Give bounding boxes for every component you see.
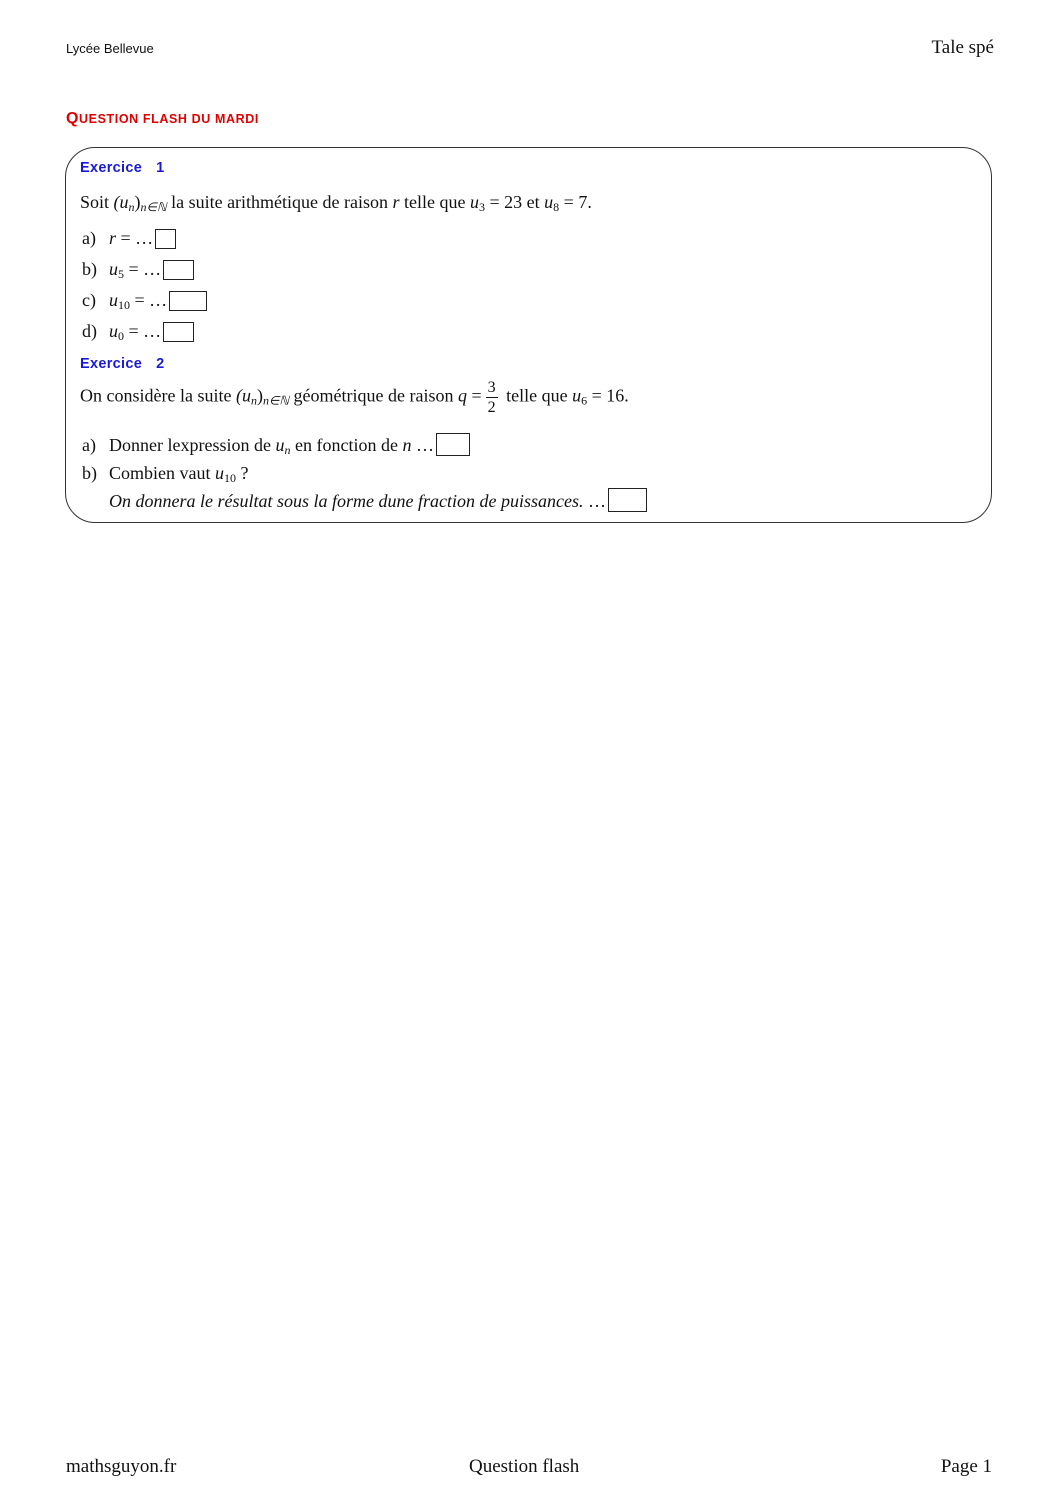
ex1-item-d-label: d): [82, 321, 97, 341]
footer-site: mathsguyon.fr: [66, 1456, 177, 1477]
ex2-frac-num: 3: [487, 379, 496, 396]
ex2-item-a-sub: n: [284, 443, 291, 457]
ex1-item-a-eq: = …: [120, 228, 154, 248]
ex2-intro-pre: On considère la suite: [80, 385, 232, 406]
exercise-2-number: 2: [156, 356, 165, 372]
ex1-item-d: [82, 322, 194, 342]
footer-center: Question flash: [469, 1456, 580, 1477]
ex2-item-b-note-text: On donnera le résultat sous la forme dune fraction de puissances.: [109, 491, 584, 511]
ex2-item-a-text-mid: en fonction de: [294, 435, 398, 455]
exercise-2-label: Exercice: [80, 356, 143, 372]
ex2-item-a-dots: …: [415, 435, 434, 455]
ex2-q-eq: =: [471, 385, 482, 406]
ex1-item-a-answer-box[interactable]: [155, 229, 176, 249]
ex1-index-set: n∈ℕ: [140, 200, 167, 214]
ex2-seq: (u: [235, 385, 251, 406]
ex2-item-a-label: a): [82, 435, 96, 455]
ex1-item-a-label: a): [82, 228, 96, 248]
ex2-item-a: [82, 433, 470, 456]
exercise-1-number: 1: [156, 160, 165, 176]
ex1-u8-sub: 8: [553, 200, 560, 214]
ex1-u3-sub: 3: [479, 200, 486, 214]
ex1-item-b-eq: = …: [128, 259, 162, 279]
ex1-u3: u: [470, 192, 480, 212]
ex2-q: q: [457, 385, 467, 406]
class-level: Tale spé: [931, 37, 994, 58]
school-name: Lycée Bellevue: [66, 41, 154, 56]
ex1-item-d-var: u: [109, 321, 118, 341]
ex1-item-c-answer-box[interactable]: [169, 291, 207, 311]
ex1-u3-rhs: = 23: [489, 192, 523, 212]
ex2-seq-sub: n: [250, 393, 257, 408]
ex2-item-a-text: Donner lexpression de: [109, 435, 271, 455]
ex2-frac-den: 2: [487, 399, 496, 416]
ex2-item-a-var: u: [275, 435, 285, 455]
ex2-item-b-text: Combien vaut: [109, 463, 211, 483]
ex2-u6-sub: 6: [581, 393, 588, 408]
ex1-item-d-sub: 0: [118, 329, 124, 343]
ex1-intro-mid: la suite arithmétique de raison: [171, 192, 389, 212]
ex2-u6: u: [572, 385, 582, 406]
ex2-item-b-qmark: ?: [240, 463, 249, 483]
exercise-2-statement: [80, 378, 629, 417]
ex1-intro-cond: telle que: [404, 192, 466, 212]
section-title-initial: Q: [66, 110, 80, 127]
exercise-1-label: Exercice: [80, 160, 143, 176]
ex1-u8: u: [544, 192, 554, 212]
footer-page: Page 1: [940, 1456, 992, 1477]
ex2-item-b-label: b): [82, 463, 97, 483]
ex2-intro-mid: géométrique de raison: [293, 385, 454, 406]
ex1-item-a-var: r: [109, 228, 117, 248]
ex1-seq-close: ): [134, 192, 141, 212]
ex1-r: r: [392, 192, 400, 212]
ex1-item-d-eq: = …: [128, 321, 162, 341]
exercise-2-title: [80, 356, 164, 372]
section-title-rest: UESTION FLASH DU MARDI: [79, 112, 259, 126]
ex1-item-b: [82, 260, 194, 280]
ex1-item-b-label: b): [82, 259, 97, 279]
ex2-item-a-n: n: [402, 435, 412, 455]
ex1-item-b-sub: 5: [118, 267, 124, 281]
ex2-intro-cond: telle que: [506, 385, 568, 406]
ex2-item-b-note: [109, 488, 647, 512]
ex2-item-b-sub: 10: [224, 471, 236, 485]
exercise-1-title: [80, 160, 164, 176]
ex1-seq: (u: [113, 192, 129, 212]
ex1-item-c-sub: 10: [118, 298, 130, 312]
ex2-item-b-dots: …: [587, 491, 606, 511]
ex1-item-b-var: u: [109, 259, 118, 279]
ex2-index-set: n∈ℕ: [262, 393, 290, 408]
ex2-seq-close: ): [256, 385, 263, 406]
ex1-item-c-label: c): [82, 290, 96, 310]
ex2-item-b: [82, 463, 249, 485]
ex1-and: et: [526, 192, 540, 212]
ex1-item-c-eq: = …: [134, 290, 168, 310]
ex1-item-c-var: u: [109, 290, 118, 310]
ex1-seq-sub: n: [128, 200, 135, 214]
ex2-item-b-answer-box[interactable]: [608, 488, 647, 512]
ex2-fraction: [486, 378, 498, 417]
ex2-u6-rhs: = 16.: [591, 385, 629, 406]
ex1-u8-rhs: = 7.: [563, 192, 592, 212]
ex1-item-d-answer-box[interactable]: [163, 322, 194, 342]
ex2-item-a-answer-box[interactable]: [436, 433, 470, 456]
ex2-item-b-var: u: [215, 463, 224, 483]
ex1-intro-pre: Soit: [80, 192, 110, 212]
ex1-item-a: [82, 229, 176, 249]
exercise-frame: [65, 147, 992, 523]
section-title: [66, 110, 259, 128]
ex1-item-c: [82, 291, 207, 311]
exercise-1-statement: [80, 192, 592, 214]
ex1-item-b-answer-box[interactable]: [163, 260, 194, 280]
